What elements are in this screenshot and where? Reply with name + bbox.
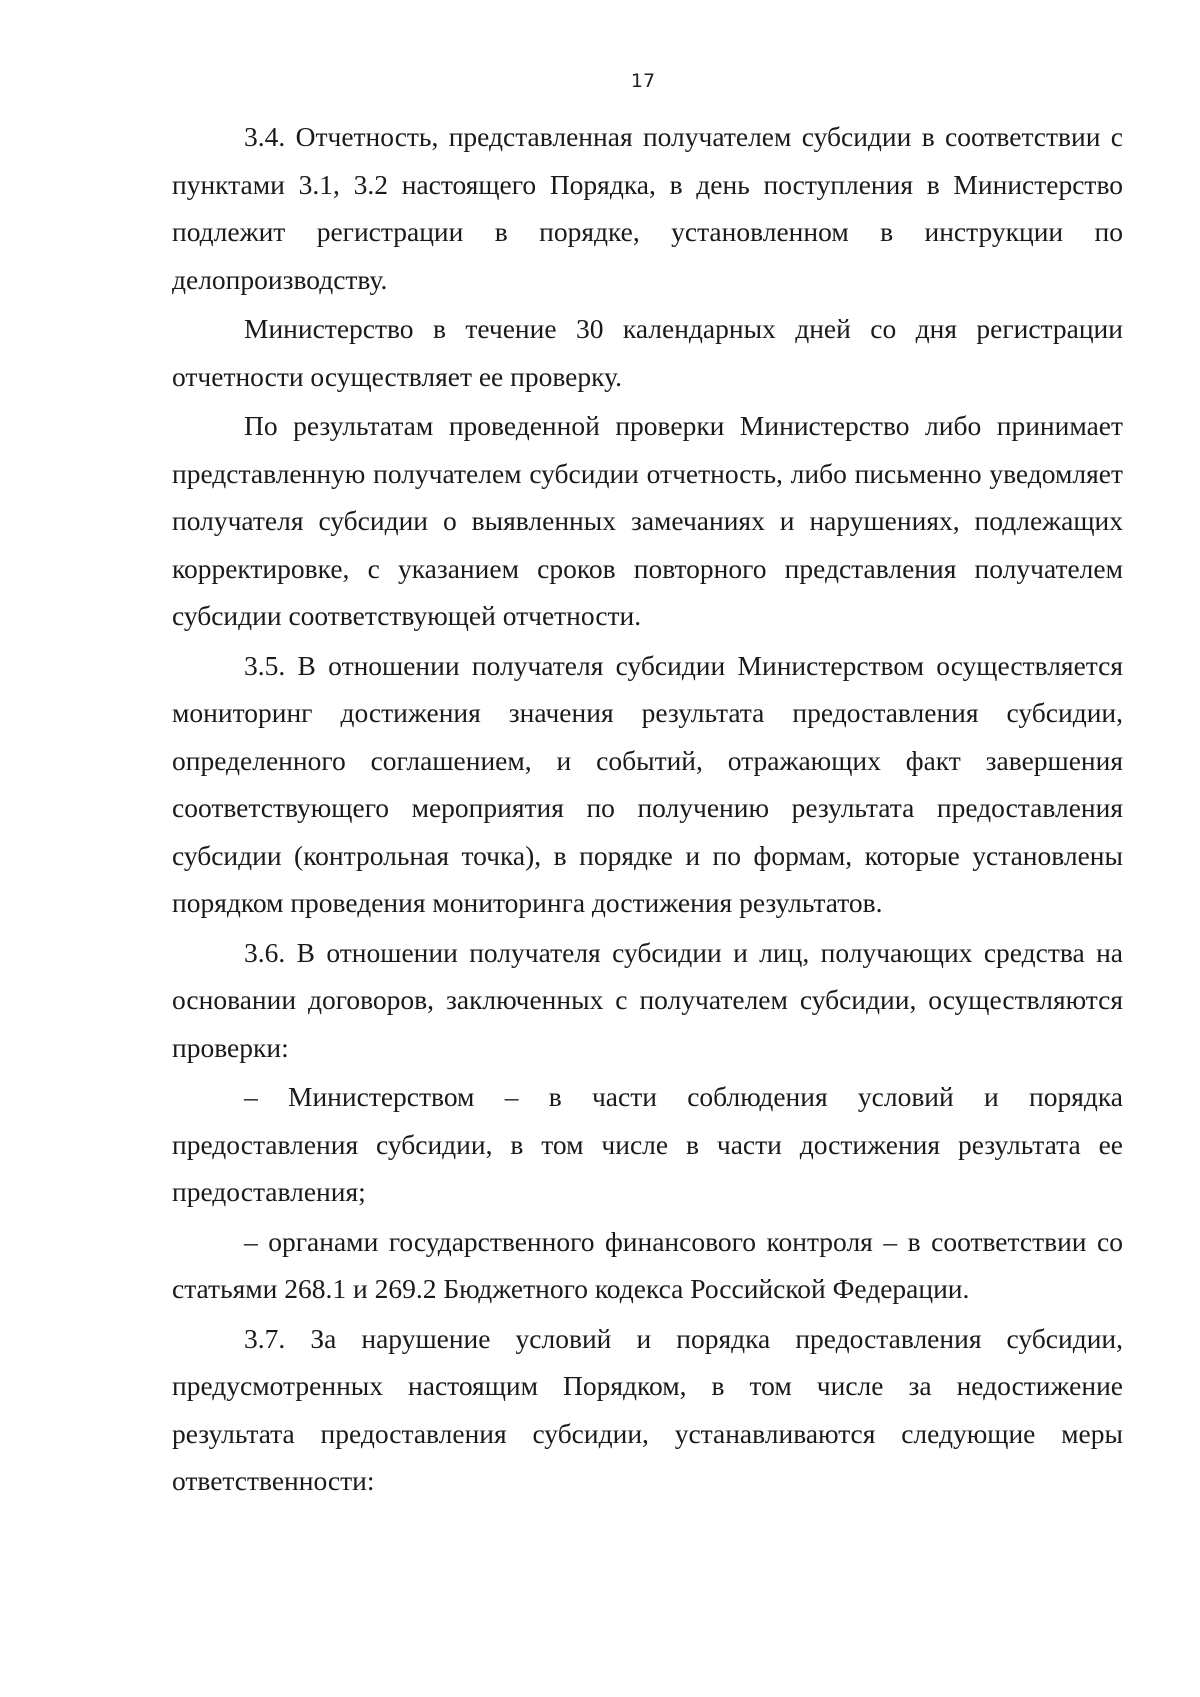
- paragraph-verification-results: По результатам проведенной проверки Министерство либо принимает представленную получателем субсидии отчетность, либо письменно уведомляет получателя субсидии о выявленных замечаниях и нарушениях, подлежащих корректировке, с указанием сроков повторного представления получателем субсидии соответствующей отчетности.: [172, 410, 1123, 631]
- list-item-financial-control-checks: – органами государственного финансового контроля – в соответствии со статьями 268.1 и 269.2 Бюджетного кодекса Российской Федерации.: [172, 1225, 1123, 1304]
- paragraph-3-6: 3.6. В отношении получателя субсидии и лиц, получающих средства на основании договоров, заключенных с получателем субсидии, осуществляются проверки:: [172, 936, 1123, 1063]
- paragraph-3-4: 3.4. Отчетность, представленная получателем субсидии в соответствии с пунктами 3.1, 3.2 настоящего Порядка, в день поступления в Министерство подлежит регистрации в порядке, установленном в инструкции по делопроизводству.: [172, 121, 1123, 295]
- paragraph-3-5: 3.5. В отношении получателя субсидии Министерством осуществляется мониторинг достижения значения результата предоставления субсидии, определенного соглашением, и событий, отражающих факт завершения соответствующего мероприятия по получению результата предоставления субсидии (контрольная точка), в порядке и по формам, которые установлены порядком проведения мониторинга достижения результатов.: [172, 649, 1123, 918]
- page-number: 17: [630, 70, 656, 92]
- document-body: [172, 113, 1123, 1507]
- list-item-ministry-checks: – Министерством – в части соблюдения условий и порядка предоставления субсидии, в том числе в части достижения результата ее предоставления;: [172, 1081, 1123, 1207]
- paragraph-3-7: 3.7. За нарушение условий и порядка предоставления субсидии, предусмотренных настоящим Порядком, в том числе за недостижение результата предоставления субсидии, устанавливаются следующие меры ответственности:: [172, 1322, 1123, 1496]
- paragraph-verification-period: Министерство в течение 30 календарных дней со дня регистрации отчетности осуществляет ее проверку.: [172, 313, 1123, 392]
